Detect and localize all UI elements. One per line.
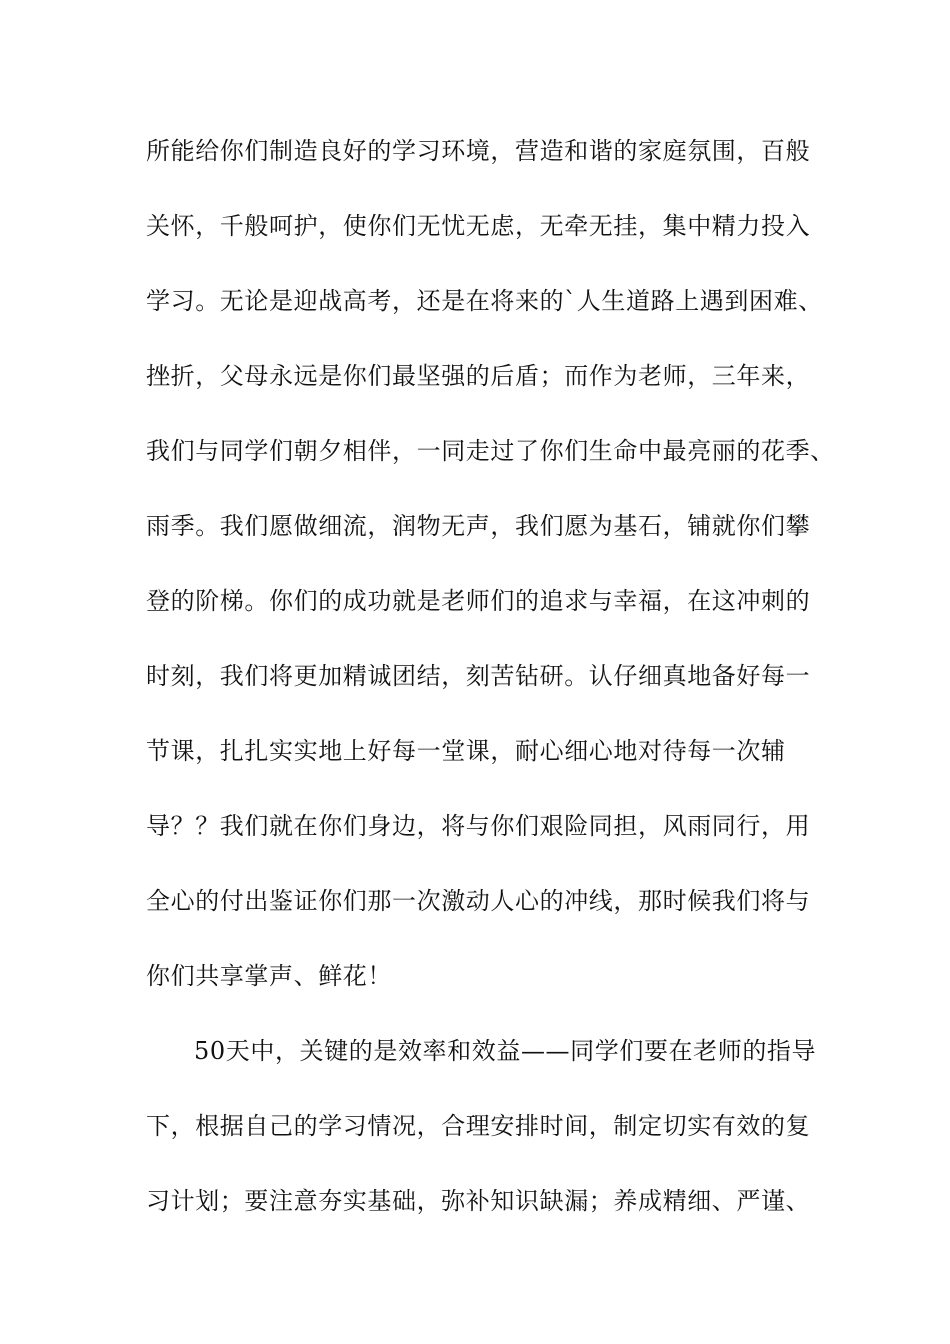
text-line: 节课，扎扎实实地上好每一堂课，耐心细心地对待每一次辅 [146, 737, 786, 765]
text-line: 全心的付出鉴证你们那一次激动人心的冲线，那时候我们将与 [146, 887, 811, 915]
text-line: 学习。无论是迎战高考，还是在将来的`人生道路上遇到困难、 [146, 287, 823, 315]
text-line: 雨季。我们愿做细流，润物无声，我们愿为基石，铺就你们攀 [146, 512, 811, 540]
text-line: 挫折，父母永远是你们最坚强的后盾；而作为老师，三年来， [146, 362, 811, 390]
text-line: 下，根据自己的学习情况，合理安排时间，制定切实有效的复 [146, 1112, 811, 1140]
text-line: 所能给你们制造良好的学习环境，营造和谐的家庭氛围，百般 [146, 137, 811, 165]
text-line: 时刻，我们将更加精诚团结，刻苦钻研。认仔细真地备好每一 [146, 662, 811, 690]
text-line: 习计划；要注意夯实基础，弥补知识缺漏；养成精细、严谨、 [146, 1187, 811, 1215]
paragraph-first-line: 50天中，关键的是效率和效益——同学们要在老师的指导 [194, 1037, 817, 1065]
text-line: 我们与同学们朝夕相伴，一同走过了你们生命中最亮丽的花季、 [146, 437, 835, 465]
text-line: 导？？我们就在你们身边，将与你们艰险同担，风雨同行，用 [146, 812, 811, 840]
text-line: 登的阶梯。你们的成功就是老师们的追求与幸福，在这冲刺的 [146, 587, 811, 615]
text-line: 关怀，千般呵护，使你们无忧无虑，无牵无挂，集中精力投入 [146, 212, 811, 240]
text-line: 你们共享掌声、鲜花！ [146, 962, 392, 990]
